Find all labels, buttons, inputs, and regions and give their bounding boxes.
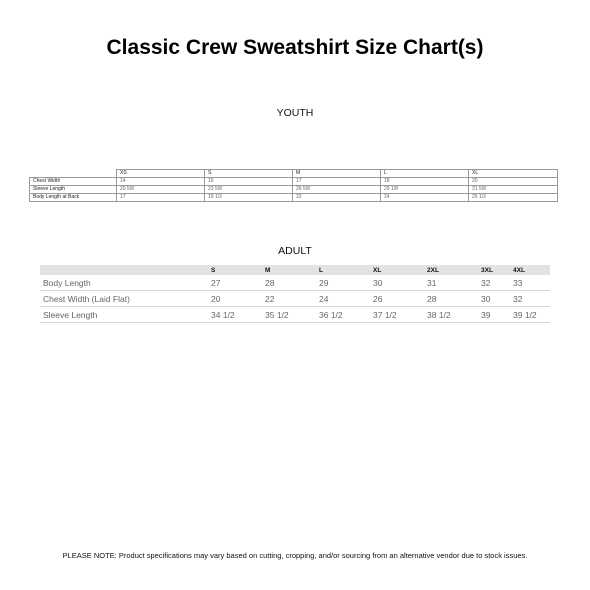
youth-cell: 20 5/8 (117, 186, 205, 194)
youth-row-label: Chest Width (30, 178, 117, 186)
youth-cell: 29 1/8 (381, 186, 469, 194)
adult-cell: 32 (481, 275, 513, 291)
adult-cell: 27 (211, 275, 265, 291)
adult-row-label: Chest Width (Laid Flat) (40, 291, 211, 307)
disclaimer-note: PLEASE NOTE: Product specifications may vary based on cutting, cropping, and/or sourcing from an alternative vendor due to stock issues. (62, 551, 528, 560)
youth-cell: 17 (293, 178, 381, 186)
youth-row-label: Sleeve Length (30, 186, 117, 194)
adult-header-row (40, 265, 550, 275)
adult-header-corner (40, 265, 211, 275)
youth-cell: 31 5/8 (469, 186, 558, 194)
youth-header-row (30, 170, 558, 178)
adult-cell: 28 (265, 275, 319, 291)
youth-heading: YOUTH (276, 107, 314, 119)
adult-cell: 33 (513, 275, 550, 291)
youth-size-header: S (205, 170, 293, 178)
youth-row-chest-width (30, 178, 558, 186)
adult-cell: 34 1/2 (211, 307, 265, 323)
adult-size-header: 4XL (513, 266, 525, 274)
youth-cell: 16 (205, 178, 293, 186)
adult-cell: 24 (319, 291, 373, 307)
youth-cell: 18 (381, 178, 469, 186)
adult-size-header: S (211, 266, 216, 274)
youth-cell: 26 5/8 (293, 186, 381, 194)
youth-row-label: Body Length at Back (30, 194, 117, 202)
adult-row-label: Body Length (40, 275, 211, 291)
adult-size-header: XL (373, 266, 382, 274)
adult-cell: 29 (319, 275, 373, 291)
adult-cell: 35 1/2 (265, 307, 319, 323)
adult-row-body-length (40, 275, 550, 291)
adult-cell: 20 (211, 291, 265, 307)
adult-cell: 26 (373, 291, 427, 307)
youth-cell: 25 1/2 (469, 194, 558, 202)
adult-size-header: 3XL (481, 266, 493, 274)
youth-cell: 24 (381, 194, 469, 202)
youth-cell: 20 (469, 178, 558, 186)
youth-size-header: XL (469, 170, 558, 178)
adult-size-table (40, 265, 550, 323)
youth-row-body-length (30, 194, 558, 202)
adult-cell: 31 (427, 275, 481, 291)
youth-cell: 19 1/2 (205, 194, 293, 202)
youth-cell: 14 (117, 178, 205, 186)
adult-heading: ADULT (278, 245, 312, 257)
adult-cell: 39 (481, 307, 513, 323)
youth-row-sleeve-length (30, 186, 558, 194)
adult-size-header: L (319, 266, 323, 274)
youth-cell: 22 (293, 194, 381, 202)
adult-cell: 39 1/2 (513, 307, 550, 323)
youth-size-table (29, 169, 558, 202)
youth-header-corner (30, 170, 117, 178)
adult-cell: 30 (481, 291, 513, 307)
adult-cell: 37 1/2 (373, 307, 427, 323)
youth-cell: 17 (117, 194, 205, 202)
youth-size-header: L (381, 170, 469, 178)
adult-row-chest-width (40, 291, 550, 307)
youth-size-header: M (293, 170, 381, 178)
adult-size-header: 2XL (427, 266, 439, 274)
adult-cell: 28 (427, 291, 481, 307)
adult-size-header: M (265, 266, 271, 274)
adult-row-sleeve-length (40, 307, 550, 323)
youth-size-header: XS (117, 170, 205, 178)
page-title: Classic Crew Sweatshirt Size Chart(s) (106, 36, 484, 59)
adult-cell: 22 (265, 291, 319, 307)
adult-cell: 38 1/2 (427, 307, 481, 323)
adult-cell: 36 1/2 (319, 307, 373, 323)
adult-cell: 32 (513, 291, 550, 307)
adult-row-label: Sleeve Length (40, 307, 211, 323)
youth-cell: 23 5/8 (205, 186, 293, 194)
adult-cell: 30 (373, 275, 427, 291)
